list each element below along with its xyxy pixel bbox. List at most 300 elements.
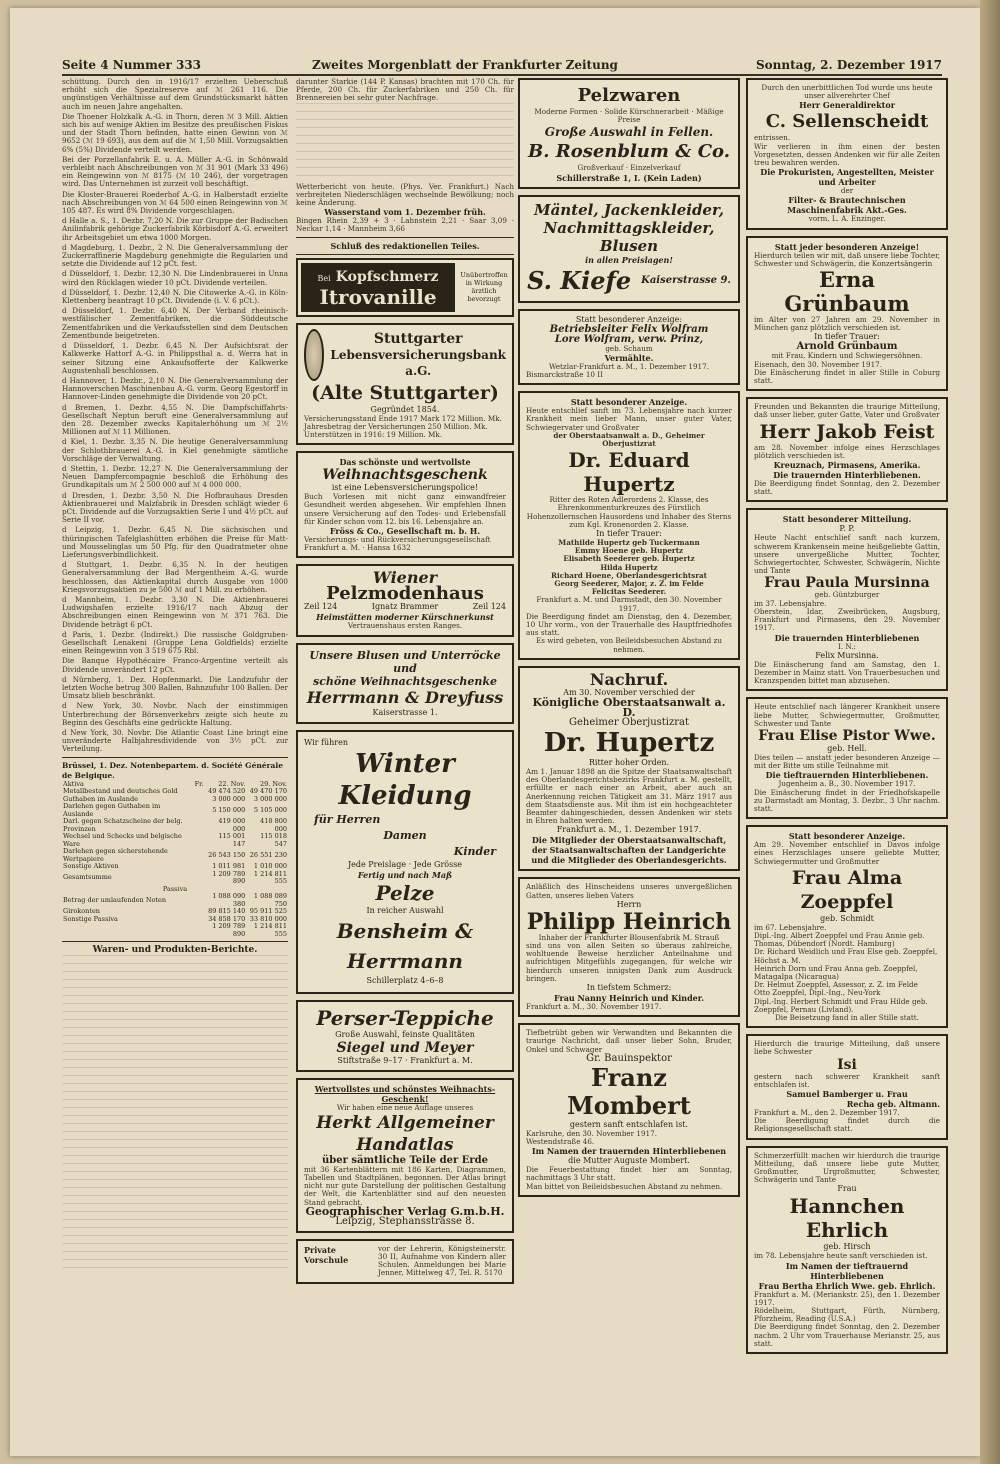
ad-text: Großverkauf · Einzelverkauf bbox=[577, 163, 681, 173]
table-total-label: Gesamtsumme bbox=[63, 873, 112, 882]
ad-text: Jede Preislage · Jede Grösse bbox=[347, 859, 463, 869]
notice-text: im 78. Lebensjahre heute sanft verschieden ist. bbox=[754, 1251, 928, 1261]
ad-rosenblum-furs bbox=[518, 78, 740, 189]
table-cell: 5 105 000 bbox=[253, 805, 287, 814]
ad-text: Zeil 124 bbox=[472, 602, 506, 612]
column-notices-right bbox=[746, 78, 948, 1448]
ad-itrovanille bbox=[296, 258, 514, 317]
table-cell: 419 000 000 bbox=[218, 817, 246, 833]
notice-text: Samuel Bamberger u. Frau bbox=[786, 1089, 908, 1099]
commodity-report-text bbox=[62, 955, 288, 1275]
ad-stuttgarter-insurance bbox=[296, 323, 514, 446]
ad-text: Pelze bbox=[375, 880, 435, 905]
ad-headline: Pelzwaren bbox=[577, 85, 681, 106]
newspaper-page bbox=[10, 8, 980, 1456]
notice-text: Am 29. November entschlief in Davos infolge eines Herzschlages unsere geliebte Mutter, Schwiegermutter und Großmutter bbox=[754, 840, 940, 866]
ad-firm: B. Rosenblum & Co. bbox=[527, 141, 730, 163]
mourner-name: Emmy Hoene geb. Hupertz bbox=[574, 546, 684, 556]
table-cell: 115 001 147 bbox=[218, 832, 246, 848]
news-paragraph: d Dresden, 1. Dezbr. 3,50 N. Die Hofbrauhaus Dresden Aktienbrauerei und Malzfabrik in Dresden schlägt wieder 6 pCt. Dividende auf die Vorzugsaktien Serie I und 4½ pCt. auf Serie II vor. bbox=[62, 490, 288, 525]
notice-text: Hierdurch teilen wir mit, daß unsere liebe Tochter, Schwester und Schwägerin, die Konzertsängerin bbox=[754, 250, 940, 268]
table-cell: Betrag der umlaufenden Noten bbox=[63, 895, 167, 904]
table-cell: Darlehen gegen Guthaben im Auslande bbox=[63, 802, 161, 818]
notice-hupertz-obituary bbox=[518, 666, 740, 871]
notice-text: der Oberstaatsanwalt a. D., Geheimer Oberjustizrat bbox=[553, 430, 705, 449]
ad-christmas-insurance bbox=[296, 451, 514, 558]
ad-herrmann-dreyfuss bbox=[296, 643, 514, 724]
mourner-name: Mathilde Hupertz geb Tuckermann bbox=[558, 538, 700, 548]
seal-icon bbox=[304, 329, 324, 381]
notice-text: P. P. bbox=[839, 524, 855, 534]
table-total: 1 209 789 890 bbox=[212, 869, 246, 886]
notice-text: Inhaber der Frankfurter Blousenfabrik M. Strauß bbox=[538, 932, 720, 942]
ad-text: Schillerplatz 4–6–8 bbox=[366, 975, 444, 985]
news-paragraph: schüttung. Durch den in 1916/17 erzielten Ueberschuß erhöht sich die Spezialreserve auf ℳ 261 116. Die ungünstigen Verhältnisse auf dem Grundstücksmarkt hätten auch im neuen Jahre angehalten. bbox=[62, 78, 288, 111]
notice-text: Rödelheim, Stuttgart, Fürth, Nürnberg, Pforzheim, Reading (U.S.A.) bbox=[754, 1306, 940, 1324]
business-news-text bbox=[62, 78, 288, 754]
notice-text: Die Beisetzung fand in aller Stille statt. bbox=[775, 1012, 919, 1022]
notice-wedding-wolfram bbox=[518, 309, 740, 386]
notice-text: Herr Generaldirektor bbox=[799, 100, 895, 111]
notice-text: In tiefstem Schmerz: bbox=[586, 982, 672, 992]
ad-perser-teppiche bbox=[296, 1000, 514, 1072]
ad-text: Große Auswahl in Fellen. bbox=[544, 125, 714, 140]
notice-text: Die Mitglieder der Oberstaatsanwaltschaft, der Staatsanwaltschaften der Landgerichte und die Mitglieder des Oberlandesgerichts. bbox=[531, 835, 727, 866]
notice-pistor bbox=[746, 697, 948, 819]
table-total: 1 214 811 555 bbox=[253, 922, 287, 938]
table-cell: 49 474 520 bbox=[208, 787, 246, 796]
notice-text: Dies teilen — anstatt jeder besonderen Anzeige — mit der Bitte um stille Teilnahme mit bbox=[754, 752, 940, 771]
table-head: 29. Nov. bbox=[260, 779, 287, 788]
notice-text: Durch den unerbittlichen Tod wurde uns heute unser allverehrter Chef bbox=[761, 83, 933, 101]
news-paragraph: d Bremen, 1. Dezbr. 4,55 N. Die Dampfschiffahrts-Gesellschaft Neptun beruft eine Generalversammlung auf den 28. Dezember zwecks Kapitalerhöhung um ℳ 2½ Millionen auf ℳ 11 Millionen. bbox=[62, 402, 288, 437]
notice-text: Die Einäscherung fand am Samstag, den 1. Dezember in Mainz statt. Von Trauerbesuchen und Kranzspenden bittet man abzusehen. bbox=[754, 659, 940, 686]
notice-text: gestern nach schwerer Krankheit sanft entschlafen ist. bbox=[754, 1071, 940, 1089]
page-date: Sonntag, 2. Dezember 1917 bbox=[756, 58, 942, 72]
ad-text: Zeil 124 bbox=[304, 602, 338, 612]
notice-name: Herr Jakob Feist bbox=[759, 420, 935, 443]
notice-isi bbox=[746, 1034, 948, 1139]
notice-mursinna bbox=[746, 508, 948, 691]
table-row bbox=[62, 848, 288, 863]
ad-text: Stuttgarter bbox=[373, 330, 463, 347]
table-head: Fr. bbox=[194, 779, 204, 788]
news-paragraph: d Stuttgart, 1. Dezbr. 6,35 N. In der heutigen Generalversammlung der Bad Mergentheim A.-G. wurde beschlossen, das Aktienkapital durch Ausgabe von 1000 Kriegsvorzugsaktien zu je 500 ℳ auf 1 Mill. zu erhöhen. bbox=[62, 560, 288, 594]
notice-text: Eisenach, den 30. November 1917. bbox=[754, 359, 883, 369]
news-paragraph: d Düsseldorf, 1. Dezbr. 6,40 N. Der Verband rheinisch-westfälischer Zementfabriken, die Süddeutsche Zementfabriken und die Verkaufsstellen sind dem Deutschen Zementbunde beigetreten. bbox=[62, 306, 288, 340]
notice-text: Gr. Bauinspektor bbox=[586, 1052, 672, 1064]
table-cell: Girokonten bbox=[63, 907, 100, 916]
news-paragraph: d Halle a. S., 1. Dezbr. 7,20 N. Die zur Gruppe der Badischen Anilinfabrik gehörige Zuckerfabrik Körbisdorf A.-G. erweitert ihr Arbeitsgebiet um etwa 1000 Morgen. bbox=[62, 216, 288, 242]
news-paragraph: d Düsseldorf, 1. Dezbr. 12,30 N. Die Lindenbrauerei in Unna wird den Rücklagen wieder 10 pCt. Dividende verteilen. bbox=[62, 269, 288, 287]
ad-text: Stiftstraße 9–17 · Frankfurt a. M. bbox=[337, 1055, 473, 1065]
column-notices-middle bbox=[518, 78, 740, 1448]
notice-text: In tiefer Trauer: bbox=[814, 332, 880, 342]
ad-text: Leipzig, Stephansstrasse 8. bbox=[335, 1215, 475, 1227]
page-header bbox=[62, 56, 942, 76]
notice-text: Wetzlar-Frankfurt a. M., 1. Dezember 1917. bbox=[548, 361, 709, 371]
table-cell: 418 800 000 bbox=[260, 817, 287, 833]
news-paragraph: Bei der Porzellanfabrik E. u. A. Müller A.-G. in Schönwald verbleibt nach Abschreibungen von ℳ 31 901 (Mark 33 496) ein Reingewinn von ℳ 8175 (ℳ 10 246), der vorgetragen wird. Das Unternehmen ist zurzeit voll beschäftigt. bbox=[62, 154, 288, 189]
ad-text: Unübertroffen in Wirkung ärztlich bevorzugt bbox=[460, 271, 508, 304]
table-cell: Sonstige Passiva bbox=[63, 914, 118, 923]
table-cell: 49 470 170 bbox=[249, 787, 287, 796]
ad-text: Moderne Formen · Solide Kürschnerarbeit · Mäßige Preise bbox=[534, 107, 724, 125]
ad-firm: Herrmann & Dreyfuss bbox=[306, 687, 504, 707]
ad-bensheim-herrmann bbox=[296, 730, 514, 994]
ad-text: Frankfurt a. M. · Hansa 1632 bbox=[304, 543, 411, 553]
table-cell: 1 011 981 bbox=[212, 862, 246, 871]
table-row bbox=[62, 893, 288, 908]
notice-text: Die Einäscherung findet in aller Stille in Coburg statt. bbox=[754, 367, 940, 386]
notice-text: Statt besonderer Anzeige: bbox=[575, 314, 683, 324]
table-passiva-head: Passiva bbox=[162, 884, 188, 893]
ad-headline: Mäntel, Jackenkleider, bbox=[533, 200, 725, 219]
table-cell: 1 088 090 380 bbox=[212, 892, 246, 908]
news-paragraph: d New York, 30. Novbr. Die Atlantic Coast Line bringt eine unveränderte Halbjahresdividende von 3½ pCt. zur Verteilung. bbox=[62, 728, 288, 754]
notice-name: Dr. Eduard Hupertz bbox=[568, 448, 690, 497]
table-cell: Darlehen gegen sicherstehende Wertpapiere bbox=[63, 847, 168, 863]
ad-text: Das schönste und wertvollste bbox=[339, 457, 471, 468]
ad-private-school bbox=[296, 1239, 514, 1284]
notice-text: Man bittet von Beileidsbesuchen Abstand zu nehmen. bbox=[526, 1181, 723, 1191]
notice-text: geb. Schmidt bbox=[820, 913, 874, 923]
table-cell bbox=[194, 796, 205, 804]
notice-text: Herrn bbox=[616, 899, 642, 909]
notice-text: Ritter des Roten Adlerordens 2. Klasse, des Ehrenkommenturkreuzes des Fürstlich Hohenzollernschen Hausordens und Inhaber des Sterns zum Kgl. Kronenorden 2. Klasse. bbox=[526, 495, 732, 529]
ad-headline: Nachmittagskleider, Blusen bbox=[543, 218, 715, 255]
ad-brand: (Alte Stuttgarter) bbox=[311, 381, 499, 404]
news-paragraph: d Nürnberg, 1. Dez. Hopfenmarkt. Die Landzufuhr der letzten Woche betrug 300 Ballen, Bahnzufuhr 100 Ballen. Der Umsatz blieb beschränkt. bbox=[62, 674, 288, 701]
notice-sellenscheidt bbox=[746, 78, 948, 230]
table-total: 1 209 789 890 bbox=[212, 922, 246, 938]
table-cell: 3 000 000 bbox=[212, 794, 246, 803]
notice-text: In tiefer Trauer: bbox=[596, 529, 662, 539]
notice-text: Geheimer Oberjustizrat bbox=[568, 716, 690, 728]
notice-text: Die Beerdigung findet am Dienstag, den 4. Dezember, 10 Uhr vorm., von der Trauerhalle des Hauptfriedhofes aus statt. bbox=[526, 611, 732, 638]
notice-name: Frau Paula Mursinna bbox=[764, 575, 930, 592]
ad-text: Kaiserstrasse 1. bbox=[372, 707, 438, 717]
notice-text: Vermählte. bbox=[604, 352, 654, 363]
notice-text: Kreuznach, Pirmasens, Amerika. bbox=[773, 460, 921, 471]
notice-headline: Nachruf. bbox=[589, 669, 669, 689]
notice-text: im 37. Lebensjahre. bbox=[754, 598, 827, 608]
table-cell: 89 815 140 bbox=[208, 907, 246, 916]
notice-hupertz-family bbox=[518, 391, 740, 660]
ad-headline: Perser-Teppiche bbox=[316, 1005, 494, 1030]
notice-text: Im Namen der tieftrauernd Hinterbliebenen bbox=[785, 1260, 909, 1281]
notice-name: Dr. Hupertz bbox=[543, 727, 715, 758]
table-cell: 26 551 230 bbox=[249, 850, 287, 859]
ad-firm: S. Kiefe bbox=[527, 265, 632, 295]
ad-text: Unterstützen in 1916: 19 Million. Mk. bbox=[304, 430, 443, 440]
ad-handatlas bbox=[296, 1078, 514, 1233]
ad-text: Fertig und nach Maß bbox=[357, 869, 453, 880]
water-level-line: Bingen Rhein 2,39 + 3 · Lahnstein 2,21 · Saar 3,09 · Neckar 1,14 · Mannheim 3,66 bbox=[296, 216, 514, 234]
notice-name: Philipp Heinrich bbox=[526, 908, 732, 935]
notice-text: Königliche Oberstaatsanwalt a. D. bbox=[532, 695, 726, 719]
news-paragraph: d Hannover, 1. Dezbr., 2,10 N. Die Generalversammlung der Hannoverschen Maschinenbau A.-G. vorm. Georg Egestorff in Hannover-Linden genehmigte die Dividende von 20 pCt. bbox=[62, 375, 288, 402]
ad-text: Vertrauenshaus ersten Ranges. bbox=[347, 621, 463, 631]
notice-text: Karlsruhe, den 30. November 1917. bbox=[526, 1128, 657, 1138]
ad-text: über sämtliche Teile der Erde bbox=[322, 1154, 488, 1166]
table-cell: 26 543 150 bbox=[208, 850, 246, 859]
notice-text: Frankfurt a. M., 30. November 1917. bbox=[526, 1001, 662, 1011]
notice-text: im 67. Lebensjahre. bbox=[754, 922, 827, 932]
table-row bbox=[62, 803, 288, 818]
ad-wiener-pelzmodenhaus bbox=[296, 564, 514, 636]
editorial-end: Schluß des redaktionellen Teiles. bbox=[330, 240, 480, 251]
notice-text: Filter- & Brautechnischen Maschinenfabrik Akt.-Ges. bbox=[787, 195, 907, 216]
notice-text: Jugenheim a. B., 30. November 1917. bbox=[778, 779, 916, 789]
ad-text: Gegründet 1854. bbox=[370, 404, 440, 414]
table-cell: Sonstige Aktiven bbox=[63, 862, 119, 871]
ad-text: in allen Preislagen! bbox=[585, 254, 673, 265]
mourner-name: Georg Seederer, Major, z. Z. im Felde bbox=[554, 579, 704, 589]
bank-statement-table bbox=[62, 781, 288, 939]
ad-headline: Herkt Allgemeiner Handatlas bbox=[316, 1112, 494, 1155]
ad-text: Wir führen bbox=[304, 737, 348, 747]
bank-statement-title: Brüssel, 1. Dez. Notenbepartem. d. Société Générale de Belgique. bbox=[62, 760, 283, 780]
notice-text: Ritter hoher Orden. bbox=[588, 757, 670, 767]
notice-text: im Alter von 27 Jahren am 29. November in München ganz plötzlich verschieden ist. bbox=[754, 315, 940, 333]
mourner-name: Felicitas Seederer. bbox=[591, 587, 667, 597]
notice-text: die Mutter Auguste Mombert. bbox=[568, 1156, 690, 1166]
ad-text: In reicher Auswahl bbox=[366, 905, 444, 915]
ad-firm: Bensheim & Herrmann bbox=[336, 918, 474, 973]
section-title: Waren- und Produkten-Berichte. bbox=[92, 945, 258, 956]
table-head: 22. Nov. bbox=[218, 779, 246, 788]
ad-text: für Herren bbox=[314, 812, 381, 826]
news-paragraph: Die Thoener Holzkalk A.-G. in Thorn, deren ℳ 3 Mill. Aktien sich bis auf wenige Aktien im Besitze des preußischen Fiskus und der Stadt Thorn befinden, hatte einen Gewinn von ℳ 9652 (ℳ 19 693), aus dem auf die ℳ 1,50 Mill. Vorzugsaktien 6% (5%) Dividende verteilt werden. bbox=[62, 111, 288, 154]
notice-text: Statt besonderer Anzeige. bbox=[788, 831, 906, 842]
notice-text: Heute Nacht entschlief sanft nach kurzem, schwerem Krankensein meine heißgeliebte Gattin, unsere unvergeßliche Mutter, Tochter, Schwiegertochter, Schwester, Schwägerin, Nichte und Tante bbox=[754, 533, 940, 576]
table-cell: 34 858 170 bbox=[208, 914, 246, 923]
mourner-name: Dr. Richard Weidlich und Frau Else geb. Zoeppfel, Höchst a. M. bbox=[754, 947, 938, 965]
ad-headline: Winter Kleidung bbox=[338, 748, 472, 811]
table-total: 1 214 811 555 bbox=[253, 869, 287, 886]
column-business-news bbox=[62, 78, 288, 1418]
mourner-name: Heinrich Dorn und Frau Anna geb. Zoeppfel, Matagalpa (Nicaragua) bbox=[754, 963, 918, 981]
notice-name: Frau Elise Pistor Wwe. bbox=[758, 727, 936, 744]
table-cell: 1 010 000 bbox=[253, 862, 287, 871]
notice-ehrlich bbox=[746, 1146, 948, 1354]
notice-text: mit Frau, Kindern und Schwiegersöhnen. bbox=[771, 351, 923, 361]
news-paragraph: d Düsseldorf, 1. Dezbr. 12,40 N. Die Citowerke A.-G. in Köln-Klettenberg beantragt 10 pCt. Dividende (i. V. 6 pCt.). bbox=[62, 287, 288, 306]
page-number: Seite 4 Nummer 333 bbox=[62, 58, 202, 72]
notice-text: Die Beerdigung findet Sonntag, den 2. Dezember nachm. 2 Uhr vom Trauerhause Merianstr. 25, aus statt. bbox=[754, 1322, 940, 1348]
notice-name: Franz Mombert bbox=[567, 1062, 691, 1120]
notice-text: Bismarckstraße 10 II bbox=[526, 370, 603, 380]
ad-text: Kaiserstrasse 9. bbox=[641, 274, 731, 286]
notice-text: Am 30. November verschied der bbox=[563, 687, 695, 697]
market-text-body bbox=[296, 103, 514, 183]
notice-text: Die Feuerbestattung findet hier am Sonntag, nachmittags 3 Uhr statt. bbox=[526, 1165, 732, 1183]
table-cell: 3 000 000 bbox=[253, 794, 287, 803]
news-paragraph: d New York, 30. Novbr. Nach der einstimmigen Unterbrechung der Börsenverkehrs zeigte sich heute zu Beginn des Geschäfts eine gedrückte Haltung. bbox=[62, 701, 288, 727]
news-paragraph: Die Kloster-Brauerei Roederhof A.-G. in Halberstadt erzielte nach Abschreibungen von ℳ 64 500 einen Reingewinn von ℳ 105 487. Es wird 8% Dividende vorgeschlagen. bbox=[62, 189, 288, 216]
notice-text: geb. Schaum bbox=[605, 343, 653, 353]
notice-text: gestern sanft entschlafen ist. bbox=[569, 1119, 689, 1129]
mourner-name: Otto Zoeppfel, Dipl.-Ing., Neu-York bbox=[754, 988, 881, 998]
ad-text: Ignatz Brammer bbox=[371, 602, 439, 612]
notice-text: Frankfurt a. M. und Darmstadt, den 30. November 1917. bbox=[536, 595, 722, 613]
news-paragraph: d Kiel, 1. Dezbr. 3,35 N. Die heutige Generalversammlung der Schlothbrauerei A.-G. in Kiel genehmigte sämtliche Vorschläge der Verwaltung. bbox=[62, 437, 288, 463]
mourner-name: Dr. Helmut Zoeppfel, Assessor, z. Z. im Felde bbox=[754, 980, 918, 990]
table-cell: Guthaben im Auslande bbox=[63, 794, 138, 803]
ad-text: Kinder bbox=[453, 844, 496, 858]
ad-text: mit 36 Kartenblättern mit 186 Karten, Diagrammen, Tabellen und Stadtplänen, begonnen. Der Atlas bringt nicht nur gute Darstellung der politischen Gestaltung der Welt, die Kartenblätter sind auf den neuesten Stand gebracht. bbox=[304, 1164, 506, 1207]
notice-text: geb. Hell. bbox=[827, 743, 867, 753]
ad-firm: Geographischer Verlag G.m.b.H. bbox=[305, 1204, 505, 1218]
mourner-list bbox=[754, 932, 940, 1014]
notice-text: Hierdurch die traurige Mitteilung, daß unsere liebe Schwester bbox=[754, 1039, 940, 1057]
notice-text: Statt besonderer Anzeige. bbox=[570, 397, 688, 408]
notice-gruenbaum bbox=[746, 236, 948, 392]
mourner-name: Hilda Hupertz bbox=[600, 562, 658, 572]
table-cell: Metallbestand und deutsches Gold bbox=[63, 787, 178, 796]
notice-text: Die trauernden Hinterbliebenen. bbox=[773, 470, 921, 481]
ad-text: schöne Weihnachtsgeschenke bbox=[313, 674, 497, 688]
ad-headline: Kopfschmerz bbox=[335, 268, 439, 285]
notice-text: Freunden und Bekannten die traurige Mitteilung, daß unser lieber, guter Gatte, Vater und Großvater bbox=[754, 402, 940, 420]
notice-text: Tiefbetrübt geben wir Verwandten und Bekannten die traurige Nachricht, daß unser lieber Sohn, Bruder, Onkel und Schwager bbox=[526, 1028, 732, 1054]
ad-text: vor der Lehrerin, Königsteinerstr. 30 II, Aufnahme von Kindern aller Schulen. Anmeldungen bei Marie Jenner, Mittelweg 47, Tel. R. 5170 bbox=[378, 1243, 506, 1278]
notice-text: Schmerzerfüllt machen wir hierdurch die traurige Mitteilung, daß unsere liebe gute Mutter, Großmutter, Urgroßmutter, Schwester, Schwägerin und Tante bbox=[754, 1150, 940, 1185]
ad-text: Wir haben eine neue Auflage unseres bbox=[336, 1102, 474, 1112]
news-paragraph: d Leipzig, 1. Dezbr. 6,45 N. Die sächsischen und thüringischen Tafelglashütten erhöhen die Preise für Matt- und Mousselinglas um 50 Pfg. für den Quadratmeter ohne Lieferungsverbindlichkeit. bbox=[62, 525, 288, 559]
ad-text: Damen bbox=[383, 828, 427, 842]
table-cell: 5 150 000 bbox=[212, 805, 246, 814]
notice-text: Frau Nanny Heinrich und Kinder. bbox=[553, 992, 705, 1003]
ad-text: Buch Vorlesen mit nicht ganz einwandfreier Gesundheit werden abgesehen. Wir empfehlen Ihnen unsere Versicherung auf den Todes- und Erlebensfall für Kinder schon vom 12. bis 16. Lebensjahre an. bbox=[304, 492, 506, 526]
water-level-title: Wasserstand vom 1. Dezember früh. bbox=[324, 207, 486, 218]
ad-text: Versicherungs- und Rückversicherungsgesellschaft bbox=[304, 535, 491, 545]
notice-text: Oberstein, Idar, Zweibrücken, Augsburg, Frankfurt und Pirmasens, den 29. November 1917. bbox=[754, 606, 940, 633]
notice-text: I. N.: bbox=[838, 641, 856, 651]
notice-text: vorm. L. A. Enzinger. bbox=[808, 214, 886, 224]
notice-text: Die trauernden Hinterbliebenen bbox=[774, 632, 920, 643]
ad-text: ist eine Lebensversicherungspolice! bbox=[331, 483, 479, 493]
ad-text: Versicherungsstand Ende 1917 Mark 172 Million. Mk. bbox=[304, 413, 502, 423]
notice-name: C. Sellenscheidt bbox=[765, 111, 929, 133]
notice-text: sind uns von allen Seiten so überaus zahlreiche, wohltuende Beweise herzlicher Anteilnahme und aufrichtigen Mitgefühls zugegangen, für welche wir hierdurch unseren innigsten Dank zum Ausdruck bringen. bbox=[526, 940, 732, 983]
notice-text: Statt jeder besonderen Anzeige! bbox=[774, 241, 920, 252]
mourner-name: Dipl.-Ing. Herbert Schmidt und Frau Hilde geb. Zoeppfel, Pernau (Livland). bbox=[754, 996, 928, 1014]
ad-text: Jahresbetrag der Versicherungen 250 Million. Mk. bbox=[304, 421, 488, 431]
notice-zoeppfel bbox=[746, 825, 948, 1028]
ad-text: Heimstätten moderner Kürschnerkunst bbox=[316, 612, 494, 623]
mourner-list bbox=[526, 539, 732, 596]
notice-name: Isi bbox=[837, 1056, 857, 1073]
table-cell: 33 810 000 bbox=[249, 914, 287, 923]
notice-text: Frankfurt a. M., den 2. Dezember 1917. bbox=[754, 1108, 900, 1117]
notice-text: Frankfurt a. M., 1. Dezember 1917. bbox=[556, 825, 702, 835]
notice-text: Anläßlich des Hinscheidens unseres unvergeßlichen Gatten, unseres lieben Vaters bbox=[526, 882, 732, 900]
notice-text: entrissen. bbox=[754, 133, 791, 143]
ad-brand: Itrovanille bbox=[319, 284, 437, 309]
news-paragraph: d Düsseldorf, 1. Dezbr. 6,45 N. Der Aufsichtsrat der Kalkwerke Hattorf A.-G. in Philippsthal a. d. Werra hat in seiner Sitzung eine Ankaufsofferte der Kalkwerke Augustenhall beschlossen. bbox=[62, 341, 288, 375]
notice-text: Heute entschlief sanft im 73. Lebensjahre nach kurzer Krankheit mein lieber Mann, unser guter Vater, Schwiegervater und Großvater bbox=[526, 406, 732, 432]
news-paragraph: d Stettin, 1. Dezbr. 12,27 N. Die Generalversammlung der Neuen Dampfercompagnie beschloß die Erhöhung des Grundkapitals um ℳ 2 500 000 auf ℳ 4 000 000. bbox=[62, 463, 288, 490]
notice-text: Felix Mursinna. bbox=[815, 650, 879, 660]
notice-text: der bbox=[840, 186, 854, 196]
notice-name: Erna Grünbaum bbox=[784, 267, 910, 317]
notice-mombert bbox=[518, 1023, 740, 1197]
ad-headline: Lebensversicherungsbank a.G. bbox=[330, 347, 506, 378]
notice-feist bbox=[746, 397, 948, 502]
notice-text: Die Prokuristen, Angestellten, Meister und Arbeiter bbox=[760, 167, 934, 188]
table-row bbox=[62, 833, 288, 848]
notice-text: am 28. November infolge eines Herzschlages plötzlich verschieden ist. bbox=[754, 442, 940, 460]
notice-text: geb. Güntzburger bbox=[814, 590, 880, 600]
notice-text: geb. Hirsch bbox=[823, 1242, 871, 1252]
ad-text: und bbox=[393, 661, 417, 675]
newspaper-title: Zweites Morgenblatt der Frankfurter Zeitung bbox=[312, 58, 618, 72]
ad-firm: Fröss & Co., Gesellschaft m. b. H. bbox=[329, 526, 481, 537]
ad-kiefe-fashion bbox=[518, 195, 740, 303]
table-cell: 1 088 089 750 bbox=[253, 892, 287, 908]
news-paragraph: d Mannheim, 1. Dezbr. 3,30 N. Die Aktienbrauerei Ludwigshafen erzielte 1916/17 nach Abzug der Abschreibungen einen Reingewinn von ℳ 371 763. Die Dividende beträgt 6 pCt. bbox=[62, 594, 288, 629]
table-cell bbox=[194, 818, 205, 833]
table-cell bbox=[194, 803, 205, 818]
news-paragraph: Die Banque Hypothécaire Franco-Argentine verteilt als Dividende unverändert 12 pCt. bbox=[62, 656, 288, 674]
mourner-name: Dipl.-Ing. Albert Zoeppfel und Frau Annie geb. Thomas, Dübendorf (Nordt. Hamburg) bbox=[754, 930, 925, 949]
notice-name: Frau Alma Zoeppfel bbox=[791, 866, 903, 913]
notice-text: Arnold Grünbaum bbox=[796, 341, 898, 353]
table-cell bbox=[194, 848, 205, 863]
mourner-name: Richard Hoene, Oberlandesgerichtsrat bbox=[551, 570, 707, 580]
notice-name: Lore Wolfram, verw. Prinz, bbox=[554, 333, 704, 345]
table-cell: Darl. gegen Schatzscheine der belg. Provinzen bbox=[63, 817, 183, 833]
ad-text: Wertvollstes und schönstes Weihnachts-Geschenk! bbox=[314, 1083, 496, 1104]
weather-report: Wetterbericht von heute. (Phys. Ver. Frankfurt.) Nach verbreiteten Niederschlägen wechselnde Bewölkung; noch keine Änderung. bbox=[296, 181, 514, 208]
ad-headline: Weihnachtsgeschenk bbox=[322, 467, 488, 484]
ad-text: Bei bbox=[317, 273, 331, 283]
ad-text: Große Auswahl, feinste Qualitäten bbox=[335, 1029, 475, 1039]
news-paragraph: d Paris, 1. Dezbr. (Indirekt.) Die russische Goldgruben-Gesellschaft Lenakeni (Gruppe Lena Goldfields) erzielte einen Reingewinn von 3 519 675 Rbl. bbox=[62, 629, 288, 656]
notice-name: Betriebsleiter Felix Wolfram bbox=[549, 323, 709, 335]
notice-text: Im Namen der trauernden Hinterbliebenen bbox=[531, 1146, 727, 1157]
table-cell bbox=[194, 833, 205, 848]
notice-text: Die tieftrauernden Hinterbliebenen. bbox=[765, 770, 929, 781]
table-cell: 115 018 547 bbox=[260, 832, 287, 848]
ad-firm: Siegel und Meyer bbox=[336, 1039, 474, 1056]
page-edge bbox=[980, 0, 1000, 1464]
table-head: Aktiva bbox=[63, 779, 84, 788]
notice-text: Heute entschlief nach längerer Krankheit unsere liebe Mutter, Schwiegermutter, Großmutter, Schwester und Tante bbox=[754, 702, 940, 728]
notice-text: Recha geb. Altmann. bbox=[846, 1099, 940, 1109]
notice-text: Frankfurt a. M. (Meriankstr. 25), den 1. Dezember 1917. bbox=[754, 1289, 940, 1307]
market-text: darunter Starkie (144 P. Kansas) brachten mit 170 Ch. für Pferde, 200 Ch. für Zuckerfabriken und 250 Ch. für Brennereien bei sehr guter Nachfrage. bbox=[296, 78, 514, 103]
notice-text: Frau bbox=[837, 1184, 857, 1194]
ad-text: Unsere Blusen und Unterröcke bbox=[309, 648, 501, 662]
notice-text: Die Beerdigung findet durch die Religionsgesellschaft statt. bbox=[754, 1116, 940, 1134]
notice-text: Es wird gebeten, von Beileidsbesuchen Abstand zu nehmen. bbox=[536, 636, 722, 654]
table-cell: 95 911 525 bbox=[249, 907, 287, 916]
table-cell: Wechsel und Schecks und belgische Ware bbox=[63, 832, 182, 848]
notice-text: Am 1. Januar 1898 an die Spitze der Staatsanwaltschaft des Oberlandesgerichtsbezirks Frankfurt a. M. gestellt, erfüllte er nach einer an Arbeit, aber auch an Anerkennung reichen Tätigkeit am 31. März 1917 aus dem Staatsdienste aus. Mit ihm ist ein hochgeachteter Beamter dahingeschieden, dessen Andenken wir stets in Ehren halten werden. bbox=[526, 766, 732, 826]
table-row bbox=[62, 818, 288, 833]
mourner-name: Elisabeth Seederer geb. Hupertz bbox=[563, 554, 695, 564]
news-paragraph: d Magdeburg, 1. Dezbr., 2 N. Die Generalversammlung der Zuckerraffinerie Magdeburg genehmigte die Regularien und setzte die Dividende auf 12 pCt. fest. bbox=[62, 242, 288, 269]
ad-headline: Wiener bbox=[372, 568, 438, 588]
notice-text: Frau Bertha Ehrlich Wwe. geb. Ehrlich. bbox=[758, 1280, 936, 1291]
notice-name: Hannchen Ehrlich bbox=[789, 1194, 905, 1243]
ad-text: Schillerstraße 1, I. (Kein Laden) bbox=[556, 172, 702, 183]
column-ads-left bbox=[296, 78, 514, 1448]
notice-heinrich-thanks bbox=[518, 877, 740, 1017]
